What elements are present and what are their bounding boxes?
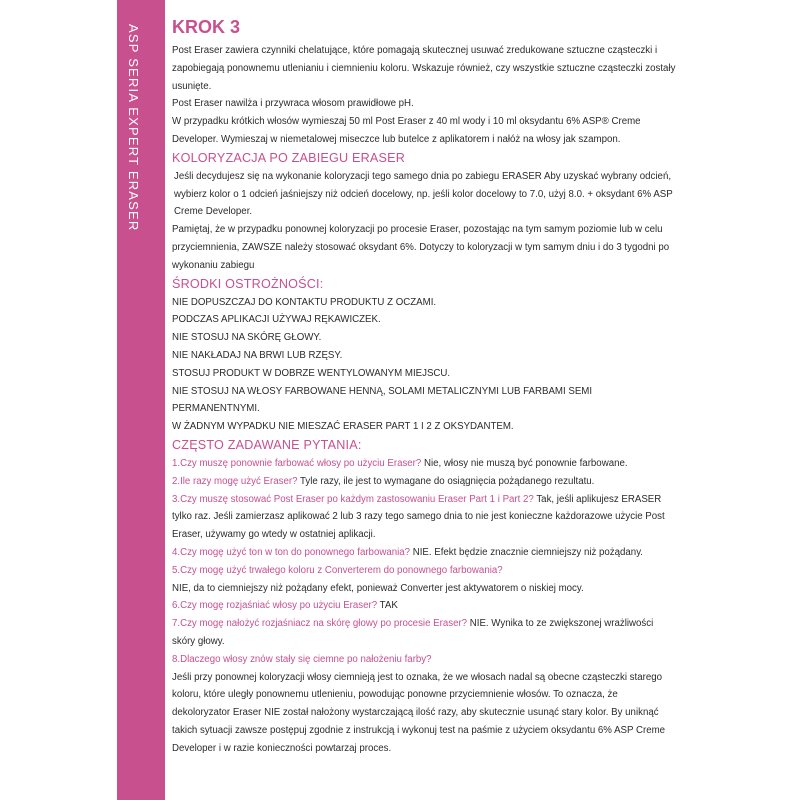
intro-paragraph-1: Post Eraser zawiera czynniki chelatujące, które pomagają skutecznej usuwać zredukowane sztuczne cząsteczki i zapobiegają ponownemu utlenianiu i ciemnieniu koloru. Wskazuje również, czy wszystkie sztuczne cząsteczki zostały usunięte. <box>172 45 676 92</box>
faq-question: 5.Czy mogę użyć trwałego koloru z Converterem do ponownego farbowania? <box>172 564 503 576</box>
precaution-item: NIE STOSUJ NA WŁOSY FARBOWANE HENNĄ, SOLAMI METALICZNYMI LUB FARBAMI SEMI PERMANENTNYMI. <box>172 385 593 415</box>
faq-question: 3.Czy muszę stosować Post Eraser po każdym zastosowaniu Eraser Part 1 i Part 2? <box>172 493 534 505</box>
faq-question: 7.Czy mogę nałożyć rozjaśniacz na skórę głowy po procesie Eraser? <box>172 618 468 630</box>
precaution-item: STOSUJ PRODUKT W DOBRZE WENTYLOWANYM MIEJSCU. <box>172 367 451 379</box>
faq-item-1 <box>172 455 677 473</box>
faq-item-2 <box>172 473 677 491</box>
coloring-heading: KOLORYZACJA PO ZABIEGU ERASER <box>172 150 406 165</box>
faq-item-3 <box>172 491 677 544</box>
faq-item-7 <box>172 615 677 651</box>
page-title: KROK 3 <box>172 17 241 37</box>
precautions-list <box>172 294 677 436</box>
precaution-item: NIE NAKŁADAJ NA BRWI LUB RZĘSY. <box>172 349 343 361</box>
faq-answer: TAK <box>377 600 398 612</box>
faq-answer: NIE. Wynika to ze zwiększonej wrażliwości skóry głowy. <box>172 618 654 647</box>
faq-item-4 <box>172 544 677 562</box>
document-content <box>172 14 677 757</box>
faq-question: 4.Czy mogę użyć ton w ton do ponownego farbowania? <box>172 546 411 558</box>
precaution-item: W ŻADNYM WYPADKU NIE MIESZAĆ ERASER PART 1 I 2 Z OKSYDANTEM. <box>172 421 514 433</box>
precaution-item: NIE STOSUJ NA SKÓRĘ GŁOWY. <box>172 332 322 344</box>
side-strip <box>117 0 165 800</box>
faq-question: 6.Czy mogę rozjaśniać włosy po użyciu Eraser? <box>172 600 378 612</box>
faq-item-8 <box>172 651 677 758</box>
faq-answer: NIE. Efekt będzie znacznie ciemniejszy niż pożądany. <box>410 546 644 558</box>
coloring-paragraph-2: Pamiętaj, że w przypadku ponownej koloryzacji po procesie Eraser, pozostając na tym samym poziomie lub w celu przyciemnienia, ZAWSZE należy stosować oksydant 6%. Dotyczy to koloryzacji w tym samym dniu i do 3 tygodni po wykonaniu zabiegu <box>172 224 670 271</box>
faq-question: 8.Dlaczego włosy znów stały się ciemne po nałożeniu farby? <box>172 653 432 665</box>
faq-answer: Tak, jeśli aplikujesz ERASER tylko raz. Jeśli zamierzasz aplikować 2 lub 3 razy tego samego dnia to nie jest konieczne każdorazowe użycie Post Eraser, używamy go wtedy w ostatniej aplikacji. <box>172 493 665 541</box>
faq-answer: Jeśli przy ponownej koloryzacji włosy ciemnieją jest to oznaka, że we włosach nadal są obecne cząsteczki starego koloru, które uległy ponownemu utlenieniu, powodując ponowne przyciemnienie włosów. To oznacza, że dekoloryzator Eraser NIE został nałożony wystarczającą ilość razy, aby skutecznie usunąć stary kolor. By uniknąć takich sytuacji zawsze postępuj zgodnie z instrukcją i wykonuj test na paśmie z użyciem oksydantu 6% ASP Creme Developer i w razie konieczności powtarzaj proces. <box>172 671 666 754</box>
faq-question: 2.Ile razy mogę użyć Eraser? <box>172 475 298 487</box>
coloring-paragraph-1: Jeśli decydujesz się na wykonanie koloryzacji tego samego dnia po zabiegu ERASER Aby uzyskać wybrany odcień, wybierz kolor o 1 odcień jaśniejszy niż odcień docelowy, np. jeśli kolor docelowy to 7.0, użyj 8.0. + oksydant 6% ASP Creme Developer. <box>174 170 673 218</box>
faq-item-5 <box>172 562 677 598</box>
faq-list <box>172 455 677 758</box>
faq-question: 1.Czy muszę ponownie farbować włosy po użyciu Eraser? <box>172 457 422 469</box>
precaution-item: PODCZAS APLIKACJI UŻYWAJ RĘKAWICZEK. <box>172 314 381 326</box>
precautions-heading: ŚRODKI OSTROŻNOŚCI: <box>172 276 324 291</box>
faq-item-6 <box>172 597 677 615</box>
precaution-item: NIE DOPUSZCZAJ DO KONTAKTU PRODUKTU Z OCZAMI. <box>172 296 437 308</box>
side-label: ASP SERIA EXPERT ERASER <box>126 24 141 232</box>
intro-paragraph-3: W przypadku krótkich włosów wymieszaj 50 ml Post Eraser z 40 ml wody i 10 ml oksydantu 6% ASP® Creme Developer. Wymieszaj w niemetalowej miseczce lub butelce z aplikatorem i nałóż na włosy jak szampon. <box>172 116 641 145</box>
intro-paragraph-2: Post Eraser nawilża i przywraca włosom prawidłowe pH. <box>172 98 414 110</box>
faq-answer: NIE, da to ciemniejszy niż pożądany efekt, ponieważ Converter jest aktywatorem o niskiej mocy. <box>172 582 584 594</box>
faq-answer: Tyle razy, ile jest to wymagane do osiągnięcia pożądanego rezultatu. <box>297 475 595 487</box>
faq-heading: CZĘSTO ZADAWANE PYTANIA: <box>172 437 362 452</box>
faq-answer: Nie, włosy nie muszą być ponownie farbowane. <box>421 457 628 469</box>
